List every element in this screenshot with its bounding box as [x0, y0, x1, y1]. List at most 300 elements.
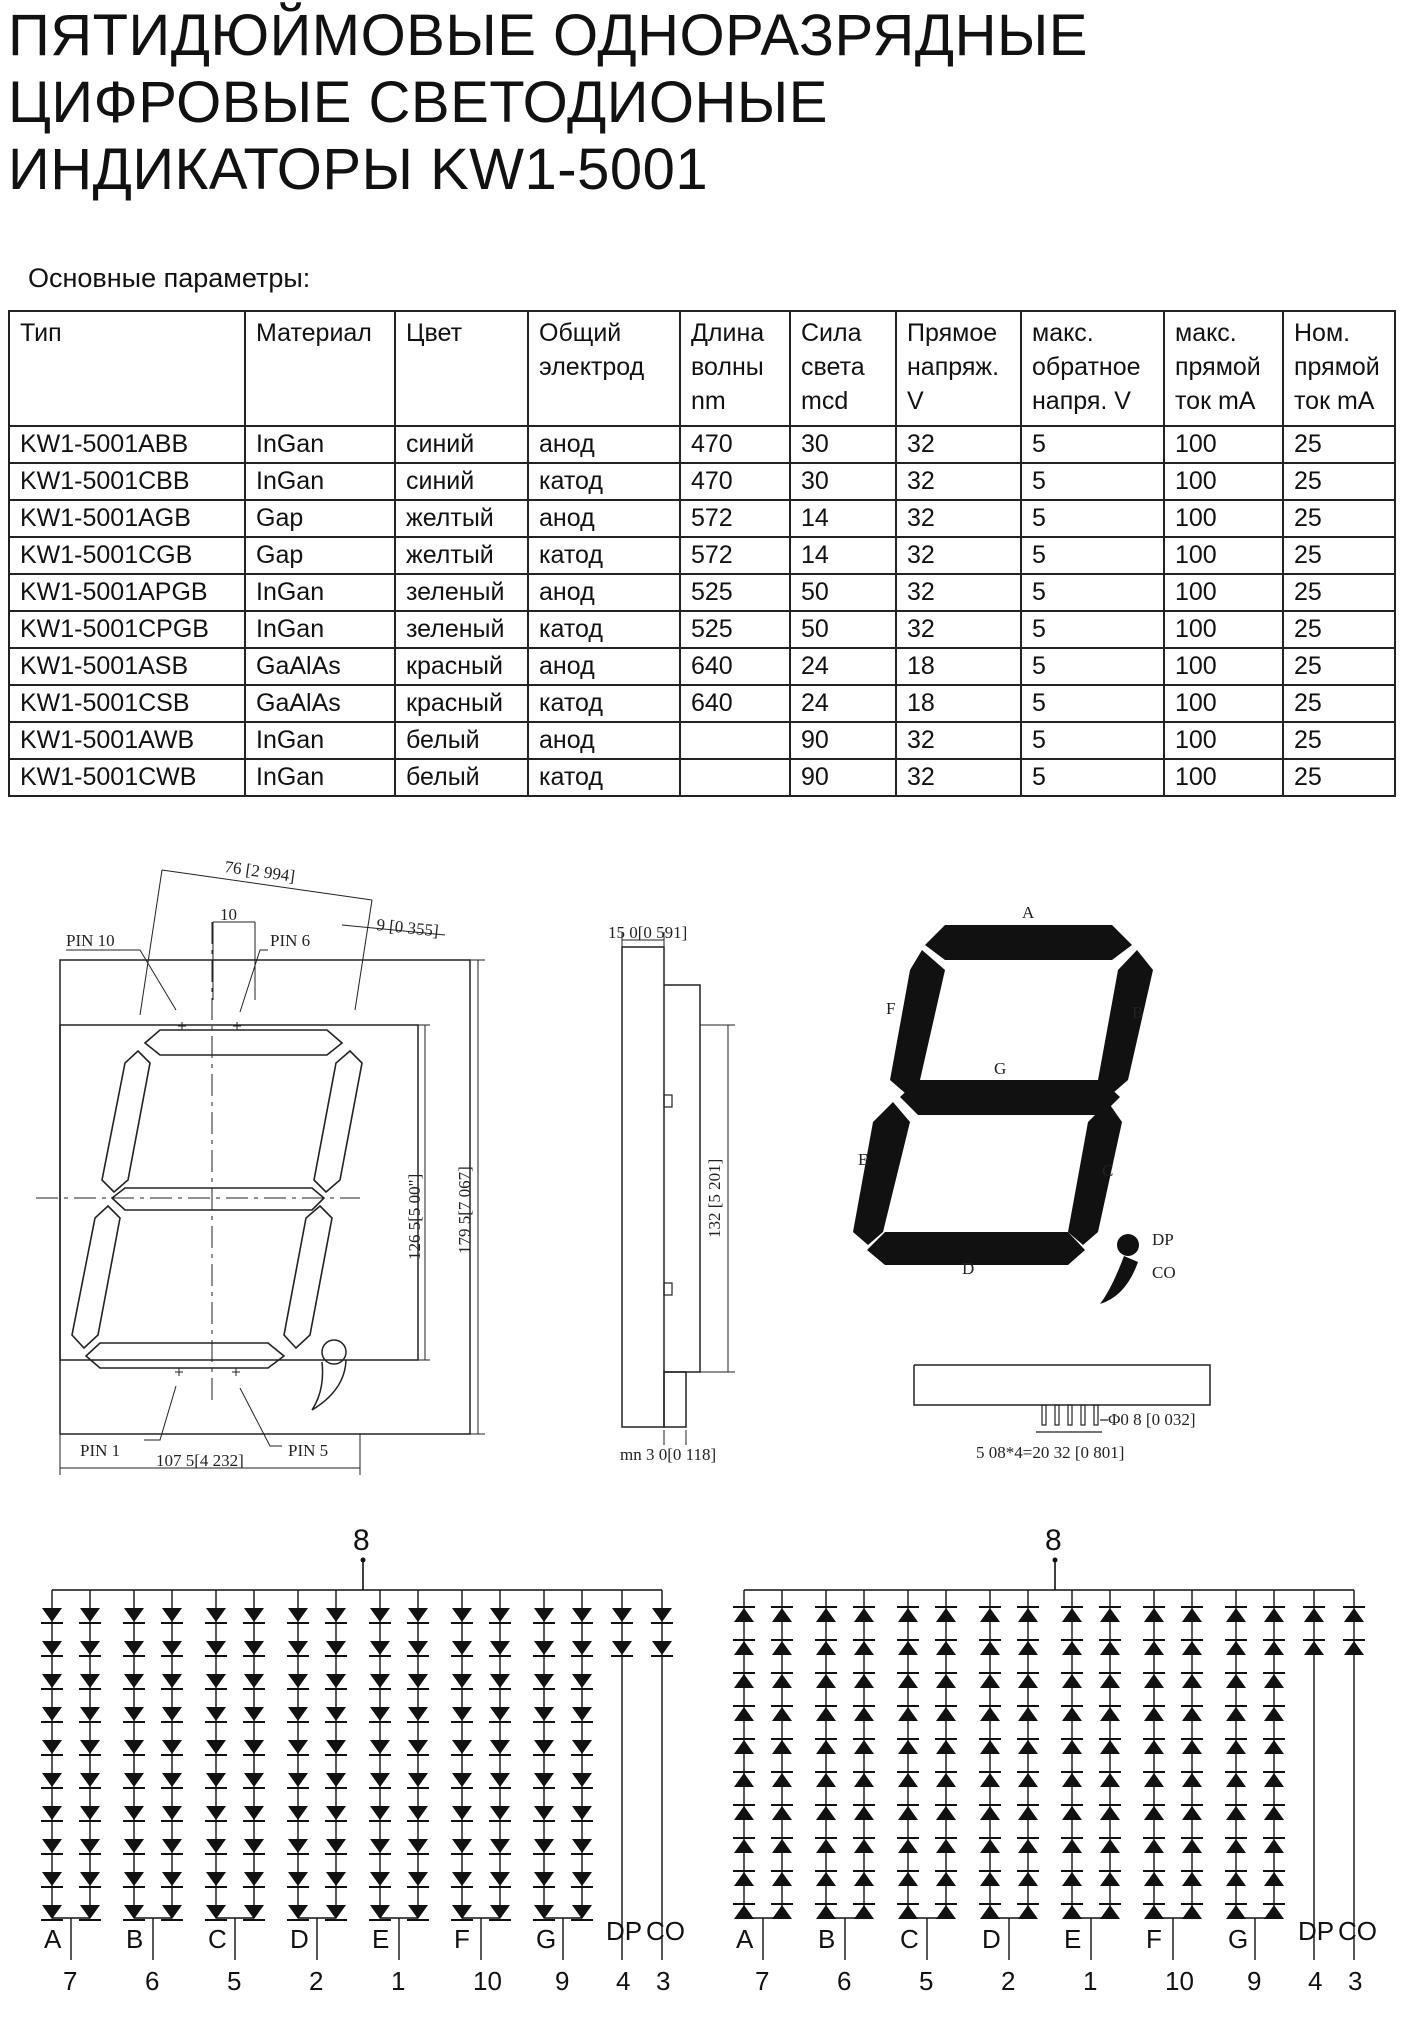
diode-symbol	[452, 1773, 472, 1787]
diode-symbol	[734, 1872, 754, 1886]
pin-view-labels	[976, 1410, 1196, 1462]
table-cell: 32	[896, 759, 1021, 796]
diode-symbol	[42, 1707, 62, 1721]
diode-symbol	[534, 1839, 554, 1853]
table-cell: 30	[790, 426, 896, 463]
diode-symbol	[1182, 1641, 1202, 1655]
diode-symbol	[980, 1707, 1000, 1721]
diode-symbol	[1062, 1839, 1082, 1853]
title-line-1: ПЯТИДЮЙМОВЫЕ ОДНОРАЗРЯДНЫЕ	[8, 3, 1088, 68]
diode-symbol	[326, 1740, 346, 1754]
diode-symbol	[734, 1839, 754, 1853]
diode-symbol	[124, 1905, 144, 1919]
diode-symbol	[490, 1806, 510, 1820]
diode-symbol	[1264, 1674, 1284, 1688]
table-header-line: mcd	[801, 387, 849, 415]
diode-symbol	[534, 1806, 554, 1820]
diode-symbol	[1100, 1674, 1120, 1688]
diode-symbol	[1182, 1608, 1202, 1622]
diode-symbol	[1018, 1905, 1038, 1919]
common-pin-label: 8	[1045, 1524, 1062, 1557]
diode-symbol	[288, 1740, 308, 1754]
diode-symbol	[408, 1872, 428, 1886]
table-header-line: света	[801, 353, 865, 381]
diode-symbol	[162, 1674, 182, 1688]
diode-symbol	[816, 1806, 836, 1820]
pin-pitch: 5 08*4=20 32 [0 801]	[976, 1443, 1125, 1462]
table-header-line: ток mA	[1175, 387, 1256, 415]
title-line-3: ИНДИКАТОРЫ KW1-5001	[8, 137, 709, 202]
diode-symbol	[1264, 1608, 1284, 1622]
diode-symbol	[162, 1608, 182, 1622]
table-cell: красный	[395, 685, 528, 722]
diode-symbol	[898, 1773, 918, 1787]
diode-symbol	[124, 1872, 144, 1886]
diode-symbol	[1226, 1806, 1246, 1820]
diode-symbol	[288, 1773, 308, 1787]
diode-symbol	[80, 1773, 100, 1787]
segment-pin-label: 1	[1083, 1966, 1098, 1996]
parameters-heading: Основные параметры:	[28, 263, 311, 293]
table-cell: KW1-5001AWB	[9, 722, 245, 759]
side-view-labels	[608, 923, 724, 1464]
table-cell: 5	[1021, 759, 1164, 796]
diode-symbol	[288, 1674, 308, 1688]
segment-name-label: CO	[646, 1916, 685, 1946]
table-cell: 100	[1164, 611, 1283, 648]
diode-symbol	[42, 1641, 62, 1655]
diode-symbol	[772, 1707, 792, 1721]
table-cell: 18	[896, 648, 1021, 685]
diode-symbol	[734, 1905, 754, 1919]
diode-symbol	[1062, 1608, 1082, 1622]
diode-symbol	[124, 1839, 144, 1853]
table-cell: 25	[1283, 685, 1395, 722]
diode-symbol	[772, 1872, 792, 1886]
diode-symbol	[1144, 1707, 1164, 1721]
diode-symbol	[42, 1608, 62, 1622]
diode-symbol	[1226, 1905, 1246, 1919]
diode-symbol	[1018, 1872, 1038, 1886]
diode-symbol	[1100, 1872, 1120, 1886]
table-header-line: прямой	[1294, 353, 1380, 381]
diode-symbol	[816, 1707, 836, 1721]
diode-symbol	[898, 1608, 918, 1622]
dim-bottom: 107 5[4 232]	[156, 1451, 244, 1470]
table-cell: 18	[896, 685, 1021, 722]
pin1-label: PIN 1	[80, 1441, 121, 1460]
diode-symbol	[452, 1740, 472, 1754]
table-cell: KW1-5001CSB	[9, 685, 245, 722]
table-header-line: напряж.	[907, 353, 1000, 381]
diode-symbol	[572, 1608, 592, 1622]
diode-symbol	[854, 1773, 874, 1787]
segment-name-label: F	[1146, 1924, 1162, 1954]
diode-symbol	[652, 1641, 672, 1655]
segment-name-label: C	[208, 1924, 227, 1954]
segment-pin-label: 6	[145, 1966, 160, 1996]
diode-symbol	[980, 1641, 1000, 1655]
diode-symbol	[1144, 1740, 1164, 1754]
table-header-line: ток mA	[1294, 387, 1375, 415]
diode-symbol	[452, 1806, 472, 1820]
table-cell: 32	[896, 426, 1021, 463]
diode-symbol	[734, 1773, 754, 1787]
diode-symbol	[1144, 1641, 1164, 1655]
diode-symbol	[244, 1839, 264, 1853]
diode-symbol	[898, 1707, 918, 1721]
table-cell: анод	[528, 722, 680, 759]
diode-symbol	[370, 1707, 390, 1721]
table-header-line: макс.	[1175, 319, 1237, 347]
common-pin-label: 8	[353, 1524, 370, 1557]
diode-symbol	[854, 1707, 874, 1721]
diode-symbol	[80, 1839, 100, 1853]
table-cell: 25	[1283, 611, 1395, 648]
diode-symbol	[854, 1740, 874, 1754]
outline-segments	[72, 1030, 362, 1368]
diode-symbol	[244, 1872, 264, 1886]
table-cell: 5	[1021, 722, 1164, 759]
side-dim-top: 15 0[0 591]	[608, 923, 688, 942]
table-cell: KW1-5001AGB	[9, 500, 245, 537]
diode-symbol	[652, 1608, 672, 1622]
table-cell: KW1-5001APGB	[9, 574, 245, 611]
diode-symbol	[936, 1740, 956, 1754]
table-cell: InGan	[245, 722, 395, 759]
diode-symbol	[1100, 1839, 1120, 1853]
diode-symbol	[734, 1806, 754, 1820]
diode-symbol	[370, 1872, 390, 1886]
diode-symbol	[408, 1839, 428, 1853]
diode-symbol	[772, 1608, 792, 1622]
diode-symbol	[1100, 1806, 1120, 1820]
table-header-line: электрод	[539, 353, 645, 381]
segment-name-label: B	[126, 1924, 144, 1954]
diode-symbol	[1144, 1773, 1164, 1787]
table-cell: желтый	[395, 537, 528, 574]
segment-name-label: C	[900, 1924, 919, 1954]
table-header-line: волны	[691, 353, 764, 381]
diode-symbol	[980, 1773, 1000, 1787]
diode-symbol	[490, 1641, 510, 1655]
diode-symbol	[288, 1872, 308, 1886]
table-header-line: прямой	[1175, 353, 1261, 381]
diode-symbol	[288, 1608, 308, 1622]
diode-symbol	[206, 1674, 226, 1688]
schematic-common-cathode	[733, 1524, 1377, 1996]
diode-symbol	[452, 1905, 472, 1919]
table-header-line: Прямое	[907, 319, 998, 347]
table-cell: KW1-5001CBB	[9, 463, 245, 500]
table-cell: KW1-5001CPGB	[9, 611, 245, 648]
diode-symbol	[42, 1674, 62, 1688]
diode-symbol	[1018, 1806, 1038, 1820]
diode-symbol	[370, 1674, 390, 1688]
diode-symbol	[80, 1740, 100, 1754]
table-cell: 100	[1164, 759, 1283, 796]
diode-symbol	[1062, 1806, 1082, 1820]
table-cell: синий	[395, 463, 528, 500]
table-cell: катод	[528, 611, 680, 648]
diode-symbol	[936, 1872, 956, 1886]
table-cell: анод	[528, 574, 680, 611]
diode-symbol	[936, 1773, 956, 1787]
diode-symbol	[490, 1773, 510, 1787]
segment-pin-label: 4	[616, 1966, 631, 1996]
diode-symbol	[980, 1674, 1000, 1688]
diode-symbol	[162, 1839, 182, 1853]
diode-symbol	[370, 1740, 390, 1754]
seg-label-dp: DP	[1152, 1230, 1174, 1249]
front-view-drawing	[36, 870, 485, 1475]
table-cell: анод	[528, 500, 680, 537]
diode-symbol	[1062, 1641, 1082, 1655]
diode-symbol	[572, 1641, 592, 1655]
table-cell: 640	[680, 648, 790, 685]
diode-symbol	[816, 1905, 836, 1919]
seg-label-e: E	[858, 1150, 869, 1169]
diode-symbol	[534, 1773, 554, 1787]
table-cell: 5	[1021, 574, 1164, 611]
diode-symbol	[1144, 1674, 1164, 1688]
diode-symbol	[326, 1872, 346, 1886]
table-cell: 90	[790, 722, 896, 759]
diode-symbol	[42, 1872, 62, 1886]
diode-symbol	[1182, 1707, 1202, 1721]
diode-symbol	[1182, 1773, 1202, 1787]
diode-symbol	[206, 1872, 226, 1886]
diode-symbol	[1304, 1641, 1324, 1655]
diode-symbol	[206, 1839, 226, 1853]
segment-name-label: E	[1064, 1924, 1082, 1954]
table-cell: KW1-5001CWB	[9, 759, 245, 796]
segment-pin-label: 6	[837, 1966, 852, 1996]
diode-symbol	[124, 1740, 144, 1754]
diode-symbol	[288, 1707, 308, 1721]
diode-symbol	[326, 1905, 346, 1919]
diode-symbol	[854, 1608, 874, 1622]
diode-symbol	[1100, 1773, 1120, 1787]
diode-symbol	[1264, 1839, 1284, 1853]
segment-pin-label: 7	[63, 1966, 78, 1996]
table-cell: 100	[1164, 500, 1283, 537]
diode-symbol	[288, 1806, 308, 1820]
diode-symbol	[162, 1740, 182, 1754]
dim-h2: 179 5[7 067]	[455, 1166, 474, 1254]
diode-symbol	[1344, 1608, 1364, 1622]
table-cell: Gap	[245, 537, 395, 574]
table-cell: GaAlAs	[245, 685, 395, 722]
table-cell: белый	[395, 722, 528, 759]
table-cell: 5	[1021, 648, 1164, 685]
pin6-label: PIN 6	[270, 931, 311, 950]
table-cell: 470	[680, 463, 790, 500]
diode-symbol	[612, 1641, 632, 1655]
diode-symbol	[534, 1872, 554, 1886]
segment-pin-label: 7	[755, 1966, 770, 1996]
segment-name-label: F	[454, 1924, 470, 1954]
diode-symbol	[1018, 1707, 1038, 1721]
table-header-line: Сила	[801, 319, 862, 347]
table-cell: 14	[790, 537, 896, 574]
table-cell: зеленый	[395, 611, 528, 648]
diode-symbol	[452, 1872, 472, 1886]
segment-dp	[1100, 1234, 1139, 1304]
diode-symbol	[734, 1674, 754, 1688]
diode-symbol	[490, 1740, 510, 1754]
segment-pin-label: 5	[919, 1966, 934, 1996]
diode-symbol	[244, 1608, 264, 1622]
diode-symbol	[898, 1641, 918, 1655]
segment-name-label: B	[818, 1924, 836, 1954]
diode-symbol	[1100, 1905, 1120, 1919]
diode-symbol	[326, 1839, 346, 1853]
diode-symbol	[206, 1641, 226, 1655]
table-cell: 100	[1164, 537, 1283, 574]
diode-symbol	[42, 1839, 62, 1853]
diode-symbol	[124, 1806, 144, 1820]
table-cell: KW1-5001ABB	[9, 426, 245, 463]
diode-symbol	[42, 1806, 62, 1820]
pin-diameter: Φ0 8 [0 032]	[1108, 1410, 1196, 1429]
diode-symbol	[80, 1608, 100, 1622]
diode-symbol	[162, 1773, 182, 1787]
diode-symbol	[452, 1707, 472, 1721]
diode-symbol	[1226, 1740, 1246, 1754]
diode-symbol	[326, 1674, 346, 1688]
diode-symbol	[408, 1740, 428, 1754]
segment-pin-label: 3	[1348, 1966, 1363, 1996]
diode-symbol	[980, 1740, 1000, 1754]
segment-e	[853, 1102, 910, 1245]
diode-symbol	[734, 1707, 754, 1721]
table-cell: KW1-5001ASB	[9, 648, 245, 685]
diode-symbol	[1100, 1740, 1120, 1754]
diode-symbol	[288, 1839, 308, 1853]
pin10-label: PIN 10	[66, 931, 115, 950]
diode-symbol	[206, 1740, 226, 1754]
seg-label-b: B	[1132, 1003, 1144, 1022]
table-cell: белый	[395, 759, 528, 796]
table-cell: 100	[1164, 648, 1283, 685]
table-header-line: V	[907, 387, 924, 415]
diode-symbol	[244, 1806, 264, 1820]
segment-pin-label: 1	[391, 1966, 406, 1996]
diode-symbol	[816, 1872, 836, 1886]
diode-symbol	[1062, 1773, 1082, 1787]
table-cell: 25	[1283, 722, 1395, 759]
table-cell: 32	[896, 463, 1021, 500]
diode-symbol	[490, 1707, 510, 1721]
diode-symbol	[572, 1839, 592, 1853]
segment-name-label: A	[736, 1924, 754, 1954]
segment-pin-label: 9	[555, 1966, 570, 1996]
table-cell: 32	[896, 537, 1021, 574]
segment-d	[867, 1232, 1085, 1265]
segment-name-label: DP	[1298, 1916, 1335, 1946]
diode-symbol	[206, 1905, 226, 1919]
table-header-line: напря. V	[1032, 387, 1131, 415]
segment-name-label: D	[290, 1924, 309, 1954]
table-cell: катод	[528, 685, 680, 722]
diode-symbol	[288, 1905, 308, 1919]
diode-symbol	[1344, 1641, 1364, 1655]
diode-symbol	[80, 1905, 100, 1919]
diode-symbol	[1264, 1773, 1284, 1787]
diode-symbol	[408, 1905, 428, 1919]
table-header-line: nm	[691, 387, 726, 415]
seg-label-f: F	[886, 999, 896, 1018]
diode-symbol	[772, 1905, 792, 1919]
diode-symbol	[816, 1674, 836, 1688]
diode-symbol	[1264, 1740, 1284, 1754]
diode-symbol	[124, 1707, 144, 1721]
table-cell: InGan	[245, 463, 395, 500]
diode-symbol	[980, 1806, 1000, 1820]
table-cell: 100	[1164, 685, 1283, 722]
diode-symbol	[490, 1905, 510, 1919]
table-cell: зеленый	[395, 574, 528, 611]
diode-symbol	[408, 1608, 428, 1622]
diode-symbol	[936, 1608, 956, 1622]
diode-symbol	[772, 1806, 792, 1820]
diode-symbol	[980, 1905, 1000, 1919]
segment-a	[925, 925, 1132, 960]
diode-symbol	[1018, 1740, 1038, 1754]
diode-symbol	[534, 1905, 554, 1919]
table-cell: 25	[1283, 426, 1395, 463]
diode-symbol	[408, 1641, 428, 1655]
table-cell: синий	[395, 426, 528, 463]
table-header-line: Ном.	[1294, 319, 1351, 347]
diode-symbol	[816, 1773, 836, 1787]
diode-symbol	[490, 1674, 510, 1688]
table-cell: катод	[528, 537, 680, 574]
segment-g	[900, 1080, 1120, 1115]
diode-symbol	[1062, 1707, 1082, 1721]
table-cell: 470	[680, 426, 790, 463]
table-header-line: Общий	[539, 319, 622, 347]
table-cell: Gap	[245, 500, 395, 537]
diode-symbol	[1226, 1773, 1246, 1787]
diode-symbol	[162, 1641, 182, 1655]
diode-symbol	[980, 1839, 1000, 1853]
diode-symbol	[452, 1674, 472, 1688]
table-cell: желтый	[395, 500, 528, 537]
table-cell: InGan	[245, 611, 395, 648]
diode-symbol	[124, 1608, 144, 1622]
segment-name-label: A	[44, 1924, 62, 1954]
diode-symbol	[408, 1674, 428, 1688]
diode-symbol	[1264, 1806, 1284, 1820]
pin5-label: PIN 5	[288, 1441, 329, 1460]
segment-pin-label: 3	[656, 1966, 671, 1996]
diode-symbol	[734, 1641, 754, 1655]
table-cell: KW1-5001CGB	[9, 537, 245, 574]
diode-symbol	[1100, 1608, 1120, 1622]
diode-symbol	[124, 1641, 144, 1655]
diode-symbol	[42, 1905, 62, 1919]
diode-symbol	[1182, 1905, 1202, 1919]
segment-pin-label: 2	[1001, 1966, 1016, 1996]
table-cell: анод	[528, 648, 680, 685]
diode-symbol	[408, 1806, 428, 1820]
segment-pin-label: 10	[1165, 1966, 1194, 1996]
table-cell: катод	[528, 463, 680, 500]
diode-symbol	[370, 1905, 390, 1919]
table-cell: 100	[1164, 426, 1283, 463]
